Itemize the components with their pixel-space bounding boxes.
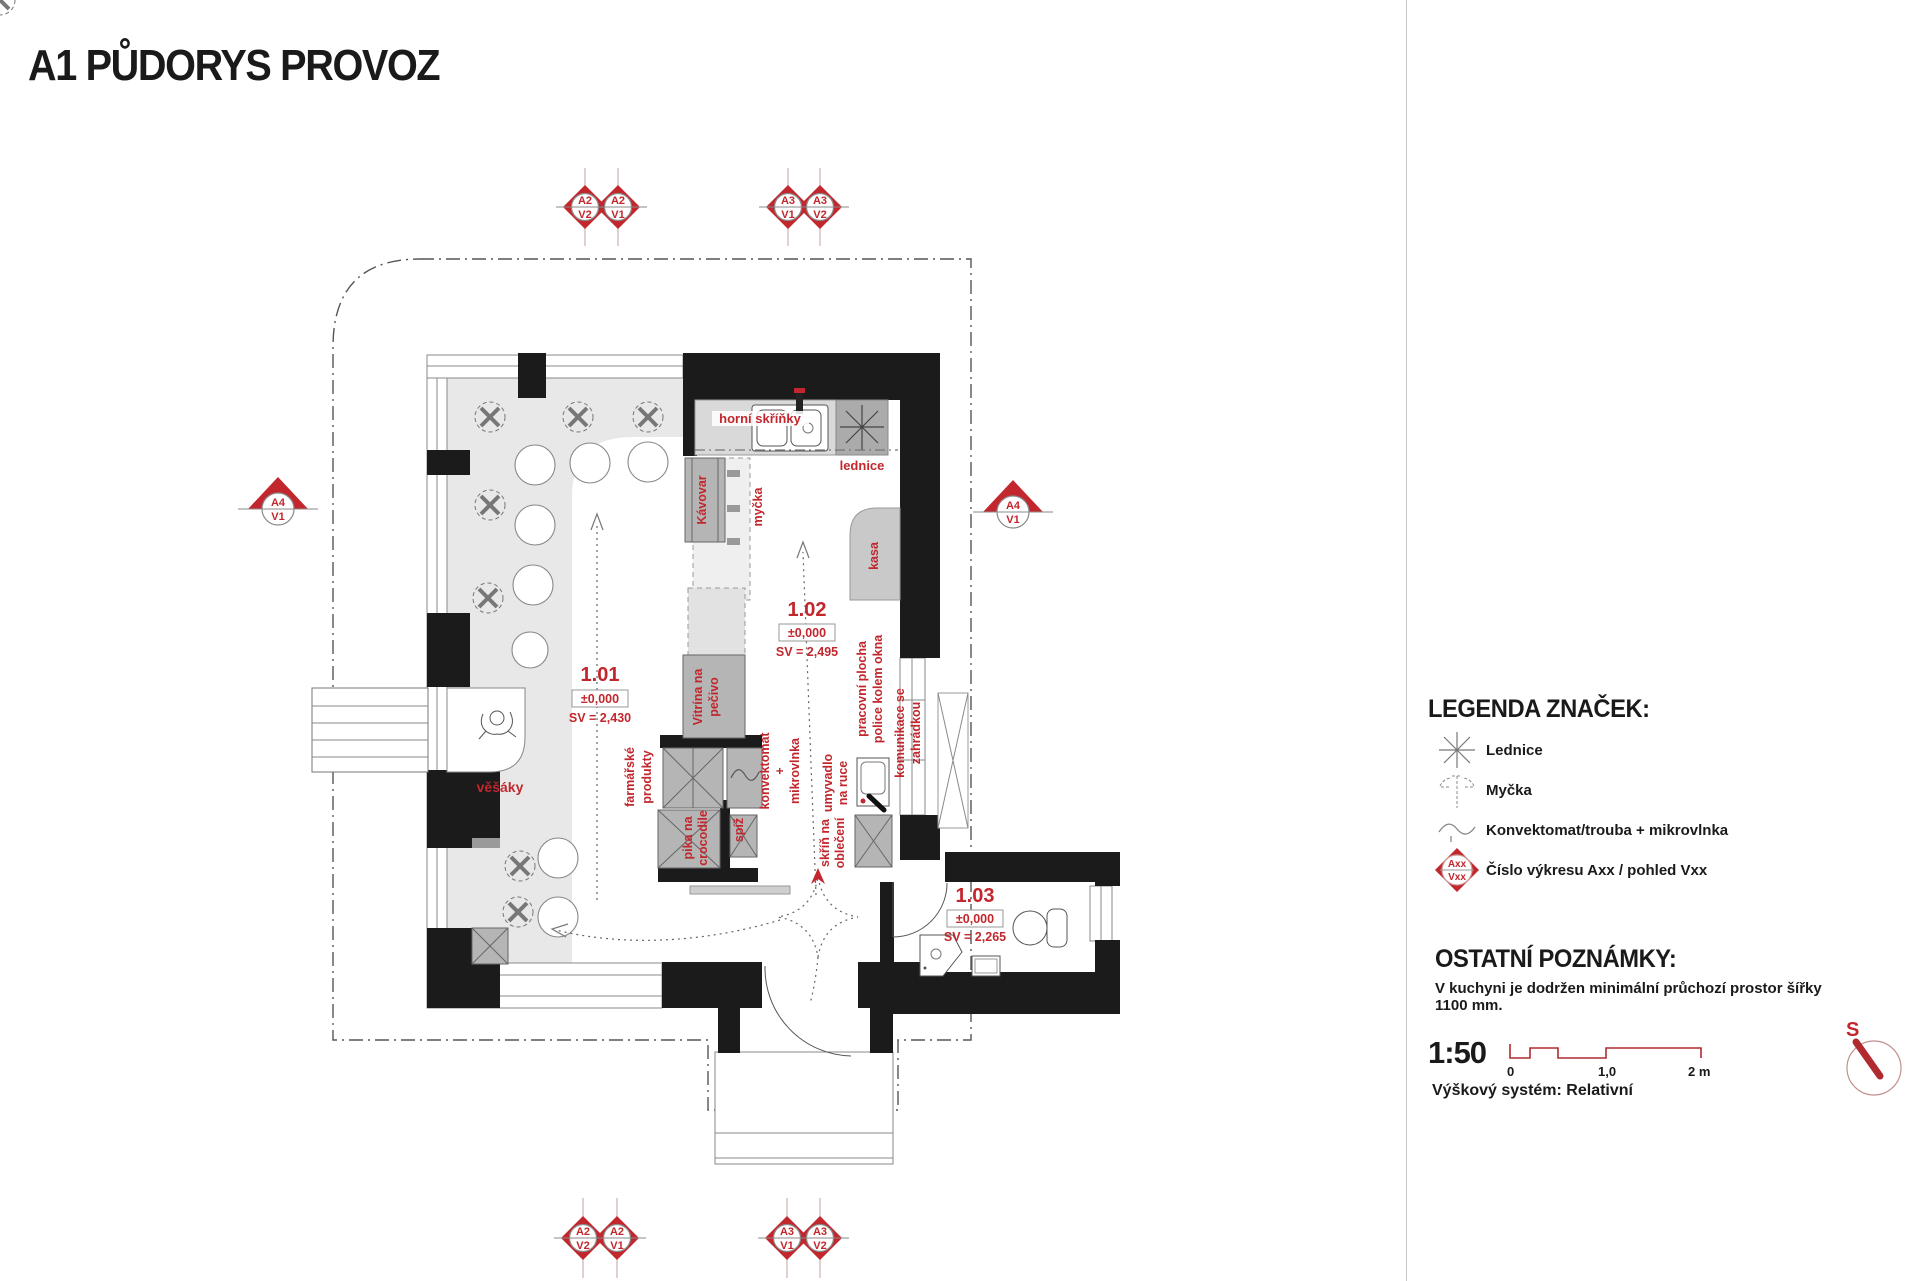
window-bench bbox=[312, 688, 428, 772]
legend-item-lednice bbox=[1428, 730, 1898, 770]
label-vitrina-na: Vitrína na bbox=[691, 668, 705, 726]
label-kasa: kasa bbox=[867, 542, 881, 570]
toilet bbox=[1013, 909, 1067, 947]
label-produkty: produkty bbox=[640, 750, 654, 804]
room-stamp-102 bbox=[776, 599, 838, 659]
svg-text:A2: A2 bbox=[575, 1226, 591, 1238]
label-skrin-na: skříň na bbox=[818, 819, 832, 867]
fridge bbox=[836, 400, 888, 455]
label-crocodile: crocodile bbox=[696, 810, 710, 866]
svg-text:V2: V2 bbox=[813, 1240, 827, 1252]
label-pecivo: pečivo bbox=[707, 677, 721, 717]
section-marker-bottom-a3 bbox=[758, 1198, 849, 1278]
scale-block bbox=[1428, 1036, 1730, 1082]
svg-text:1.03: 1.03 bbox=[955, 885, 995, 907]
svg-text:A3: A3 bbox=[812, 195, 828, 207]
section-marker-top-a3 bbox=[759, 168, 849, 246]
svg-text:A2: A2 bbox=[577, 195, 593, 207]
svg-text:A4: A4 bbox=[270, 497, 286, 509]
svg-text:SV = 2,265: SV = 2,265 bbox=[943, 930, 1007, 944]
corner-desk bbox=[447, 688, 525, 772]
svg-text:0: 0 bbox=[1507, 1064, 1515, 1079]
wardrobe-cabinet bbox=[855, 815, 892, 867]
svg-text:V1: V1 bbox=[780, 1240, 794, 1252]
garden-door bbox=[938, 693, 968, 828]
svg-text:±0,000: ±0,000 bbox=[955, 912, 995, 926]
label-konvektomat: konvektomat bbox=[758, 732, 772, 810]
svg-text:Axx: Axx bbox=[1447, 859, 1467, 870]
height-system-note: Výškový systém: Relativní bbox=[1432, 1082, 1633, 1099]
svg-text:V1: V1 bbox=[271, 511, 285, 523]
label-spiz: spíž bbox=[732, 817, 746, 843]
wc-door bbox=[893, 882, 947, 937]
counter-dashed-top bbox=[688, 588, 745, 655]
svg-text:Vxx: Vxx bbox=[1448, 872, 1466, 883]
legend-item-label: Číslo výkresu Axx / pohled Vxx bbox=[1486, 861, 1708, 879]
svg-text:V1: V1 bbox=[1006, 514, 1020, 526]
dishwasher-icon bbox=[1428, 768, 1486, 812]
svg-text:V2: V2 bbox=[813, 209, 827, 221]
notes-body: V kuchyni je dodržen minimální průchozí prostor šířky 1100 mm. bbox=[1435, 980, 1822, 1014]
label-pika-na: pika na bbox=[681, 816, 695, 860]
drawing-number-icon bbox=[1428, 846, 1486, 894]
page-title: A1 PŮDORYS PROVOZ bbox=[28, 41, 440, 91]
svg-text:V1: V1 bbox=[781, 209, 795, 221]
legend-item-marker bbox=[1428, 850, 1898, 890]
label-mikrovlnka: mikrovlnka bbox=[788, 737, 802, 805]
legend-panel bbox=[1428, 695, 1898, 890]
label-obleceni: oblečení bbox=[833, 817, 847, 869]
label-lednice: lednice bbox=[839, 458, 885, 473]
svg-text:V2: V2 bbox=[576, 1240, 590, 1252]
svg-text:1.01: 1.01 bbox=[580, 664, 620, 686]
compass-needle bbox=[1856, 1042, 1880, 1076]
room-stamp-103 bbox=[944, 885, 1006, 944]
label-zahradkou: zahrádkou bbox=[909, 701, 923, 765]
svg-text:A2: A2 bbox=[609, 1226, 625, 1238]
svg-text:A2: A2 bbox=[610, 195, 626, 207]
serving-counter bbox=[690, 886, 790, 894]
label-na-ruce: na ruce bbox=[836, 760, 850, 806]
notes-title: OSTATNÍ POZNÁMKY: bbox=[1435, 945, 1677, 973]
svg-text:V1: V1 bbox=[611, 209, 625, 221]
svg-text:2 m: 2 m bbox=[1688, 1064, 1711, 1079]
legend-item-label: Konvektomat/trouba + mikrovlnka bbox=[1486, 821, 1729, 839]
notes-panel bbox=[1435, 945, 1855, 1014]
section-marker-top-a2 bbox=[556, 168, 647, 246]
legend-title: LEGENDA ZNAČEK: bbox=[1428, 695, 1650, 723]
svg-text:1,0: 1,0 bbox=[1598, 1064, 1617, 1079]
svg-text:1.02: 1.02 bbox=[787, 599, 827, 621]
fridge-icon bbox=[1428, 728, 1486, 772]
svg-text:A3: A3 bbox=[812, 1226, 828, 1238]
label-horni-skrinky: horní skříňky bbox=[719, 411, 801, 426]
svg-text:±0,000: ±0,000 bbox=[787, 626, 827, 640]
legend-item-label: Lednice bbox=[1486, 741, 1543, 759]
svg-text:SV = 2,430: SV = 2,430 bbox=[568, 711, 632, 725]
svg-text:V2: V2 bbox=[578, 209, 592, 221]
entrance-door-swing bbox=[765, 966, 851, 1056]
svg-text:SV = 2,495: SV = 2,495 bbox=[775, 645, 839, 659]
corner-column bbox=[472, 928, 508, 964]
legend-item-konvektomat bbox=[1428, 810, 1898, 850]
entrance-porch bbox=[715, 1052, 893, 1164]
view-marker-right-a4 bbox=[973, 480, 1053, 528]
svg-text:A3: A3 bbox=[779, 1226, 795, 1238]
north-compass bbox=[1838, 1014, 1918, 1109]
section-marker-bottom-a2 bbox=[554, 1198, 646, 1278]
scale-ratio: 1:50 bbox=[1428, 1035, 1487, 1070]
legend-item-label: Myčka bbox=[1486, 781, 1532, 799]
label-mycka: myčka bbox=[751, 487, 765, 527]
label-farmarske: farmářské bbox=[623, 747, 637, 807]
svg-text:±0,000: ±0,000 bbox=[580, 692, 620, 706]
scale-bar bbox=[1500, 1036, 1730, 1082]
label-kavovar: Kávovar bbox=[695, 475, 709, 525]
svg-text:A4: A4 bbox=[1005, 500, 1021, 512]
label-vesaky: věšáky bbox=[476, 779, 524, 795]
north-label: S bbox=[1846, 1019, 1860, 1041]
legend-item-mycka bbox=[1428, 770, 1898, 810]
label-pracovni-plocha: pracovní plocha bbox=[855, 641, 869, 737]
upper-cabinet-row bbox=[663, 748, 762, 808]
coat-hooks bbox=[472, 838, 500, 848]
label-komunikace-se: komunikace se bbox=[893, 688, 907, 778]
svg-text:V1: V1 bbox=[610, 1240, 624, 1252]
waste-bin bbox=[972, 956, 1000, 976]
hand-wash-sink bbox=[857, 758, 889, 810]
view-marker-left-a4 bbox=[238, 477, 318, 525]
label-umyvadlo: umyvadlo bbox=[821, 753, 835, 813]
svg-text:A3: A3 bbox=[780, 195, 796, 207]
label-plus: + bbox=[773, 767, 787, 775]
label-police-kolem-okna: police kolem okna bbox=[871, 634, 885, 744]
